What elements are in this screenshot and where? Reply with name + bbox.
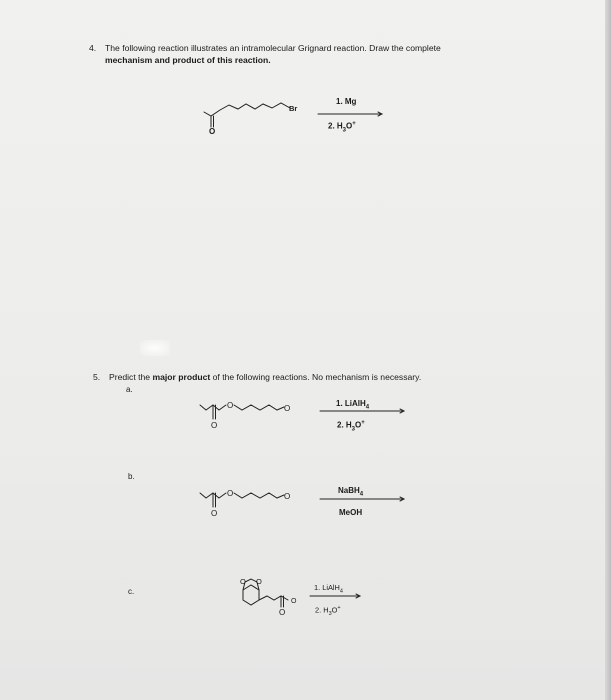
question-4-line2: mechanism and product of this reaction. [105, 55, 271, 65]
q5a-reagent-2: 2. $H_3O^+$ [337, 420, 365, 433]
question-5-prompt-post: of the following reactions. No mechanism is necessary. [210, 372, 422, 382]
question-5-prompt-bold: major product [152, 372, 211, 382]
q5c-atom-o-ketal-2: O [256, 577, 262, 586]
q5c-reagent-2: 2. $H_3O^+$ [315, 605, 341, 617]
q4-reagent-1: 1. Mg [336, 97, 357, 106]
q5a-atom-o-aldehyde: O [284, 404, 291, 413]
q5a-reagent-1: 1. LiAlH$_4$ [336, 399, 370, 411]
q5b-reagent-1: NaBH$_4$ [338, 486, 364, 498]
part-b-label: b. [128, 472, 135, 481]
part-a-label: a. [126, 385, 133, 394]
q5a-atom-o-carbonyl: O [211, 421, 218, 430]
question-4-line1: The following reaction illustrates an intramolecular Grignard reaction. Draw the complete [105, 43, 441, 53]
q5c-atom-o-carbonyl: O [279, 608, 286, 617]
q5b-atom-o-carbonyl: O [211, 509, 218, 518]
q5c-reagent-1: 1. LiAlH$_4$ [314, 583, 343, 595]
question-4-number: 4. [89, 43, 97, 53]
q4-molecule [204, 103, 290, 127]
q5b-reagent-2: MeOH [339, 508, 363, 517]
q5a-atom-o-ester: O [227, 401, 234, 410]
q5c-molecule [243, 579, 288, 607]
q5b-molecule [200, 493, 284, 507]
part-c-label: c. [128, 587, 135, 596]
q5c-atom-o-side: O [291, 598, 297, 605]
q5b-atom-o-ester: O [227, 489, 234, 498]
q5a-molecule [200, 405, 284, 419]
q4-atom-br: Br [289, 104, 298, 113]
q4-reagent-2: 2. $H_3O^+$ [328, 121, 356, 134]
q5c-atom-o-ketal-1: O [240, 577, 246, 586]
q4-atom-o: O [209, 127, 216, 136]
question-5-number: 5. [93, 372, 101, 382]
question-5-prompt-pre: Predict the [109, 372, 153, 382]
q5b-atom-o-aldehyde: O [284, 492, 291, 501]
